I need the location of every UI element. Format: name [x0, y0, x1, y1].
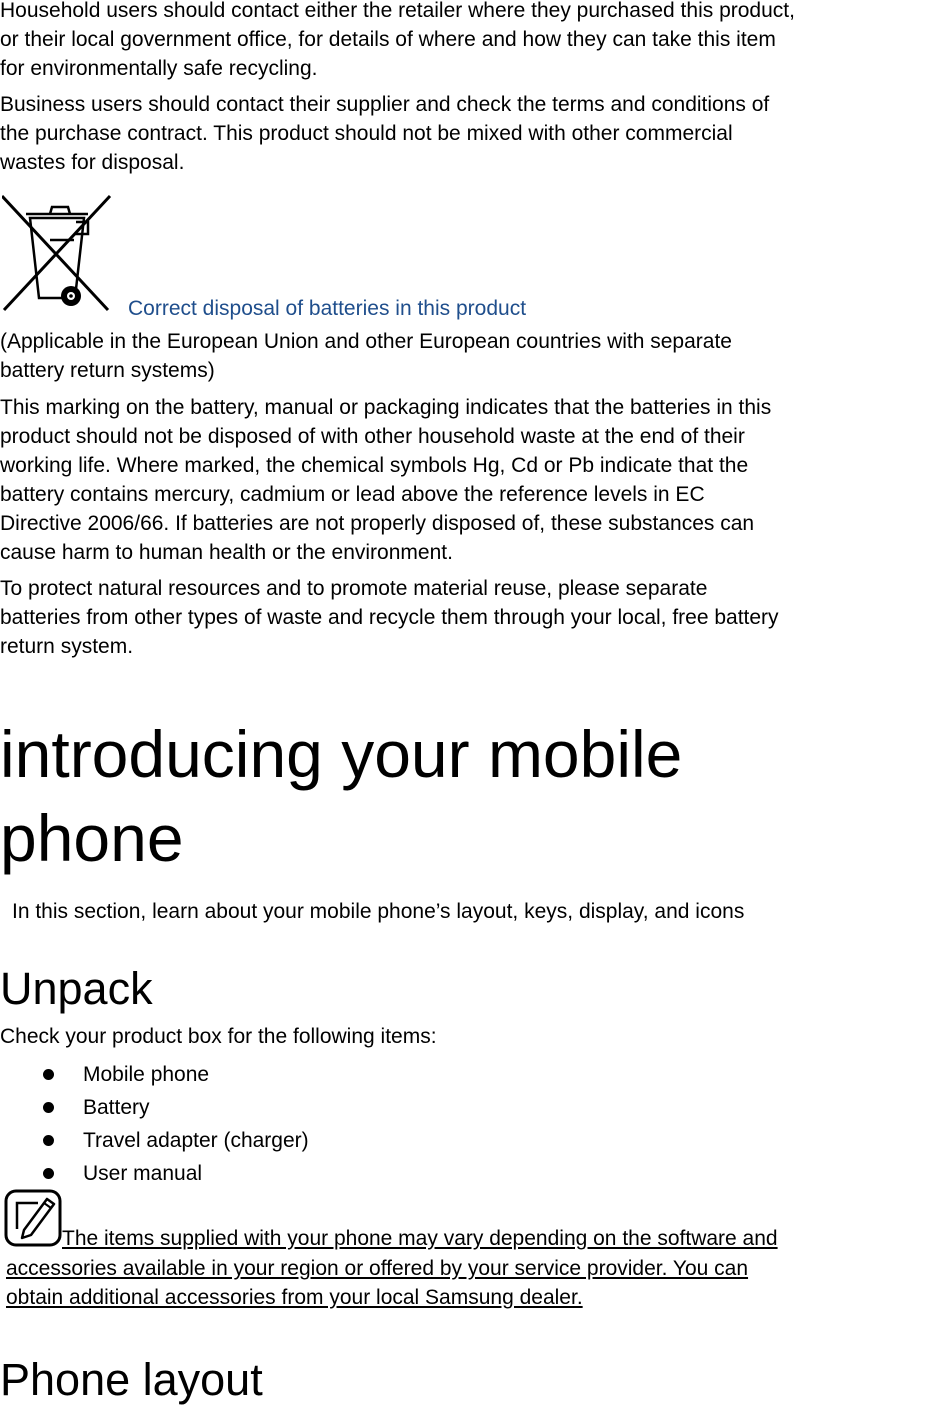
- text-line: or their local government office, for details of where and how they can take this item: [0, 28, 776, 51]
- text-line: battery contains mercury, cadmium or lead above the reference levels in EC: [0, 483, 705, 506]
- battery-marking-paragraph: [0, 393, 771, 567]
- text-line: return system.: [0, 635, 134, 658]
- text-line: the purchase contract. This product should not be mixed with other commercial: [0, 122, 733, 145]
- household-paragraph: [0, 0, 795, 83]
- bullet-icon: [43, 1069, 54, 1080]
- text-line: working life. Where marked, the chemical symbols Hg, Cd or Pb indicate that the: [0, 454, 749, 477]
- note-text-line: obtain additional accessories from your local Samsung dealer.: [6, 1286, 583, 1309]
- note-text-line: The items supplied with your phone may vary depending on the software and: [62, 1227, 778, 1250]
- unpack-heading: Unpack: [0, 963, 153, 1014]
- text-line: cause harm to human health or the environment.: [0, 541, 453, 564]
- text-line: battery return systems): [0, 359, 215, 382]
- list-item-label: Travel adapter (charger): [83, 1129, 309, 1152]
- chapter-title-line: introducing your mobile: [0, 717, 683, 791]
- text-line: This marking on the battery, manual or packaging indicates that the batteries in this: [0, 396, 772, 419]
- chapter-title-line: phone: [0, 801, 184, 875]
- bullet-icon: [43, 1135, 54, 1146]
- chapter-title: [0, 712, 682, 880]
- business-paragraph: [0, 90, 769, 177]
- protect-resources-paragraph: [0, 574, 779, 661]
- text-line: Business users should contact their supplier and check the terms and conditions of: [0, 93, 770, 116]
- chapter-intro: In this section, learn about your mobile phone’s layout, keys, display, and icons: [12, 900, 745, 923]
- text-line: Directive 2006/66. If batteries are not properly disposed of, these substances can: [0, 512, 755, 535]
- applicable-paragraph: [0, 327, 732, 385]
- text-line: for environmentally safe recycling.: [0, 57, 318, 80]
- bullet-icon: [43, 1102, 54, 1113]
- battery-disposal-heading: Correct disposal of batteries in this product: [128, 297, 527, 320]
- note-pencil-icon: [4, 1189, 62, 1247]
- list-item-label: User manual: [83, 1162, 203, 1185]
- list-item-label: Mobile phone: [83, 1063, 210, 1086]
- note-text-line: accessories available in your region or offered by your service provider. You can: [6, 1257, 749, 1280]
- phone-layout-heading: Phone layout: [0, 1354, 263, 1405]
- text-line: batteries from other types of waste and recycle them through your local, free battery: [0, 606, 779, 629]
- unpack-intro: Check your product box for the following items:: [0, 1025, 437, 1048]
- text-line: product should not be disposed of with other household waste at the end of their: [0, 425, 745, 448]
- text-line: Household users should contact either the retailer where they purchased this product,: [0, 0, 795, 22]
- text-line: (Applicable in the European Union and other European countries with separate: [0, 330, 732, 353]
- crossed-out-wheeled-bin-icon: [2, 190, 112, 320]
- bullet-icon: [43, 1168, 54, 1179]
- text-line: wastes for disposal.: [0, 151, 185, 174]
- text-line: To protect natural resources and to promote material reuse, please separate: [0, 577, 708, 600]
- list-item-label: Battery: [83, 1096, 150, 1119]
